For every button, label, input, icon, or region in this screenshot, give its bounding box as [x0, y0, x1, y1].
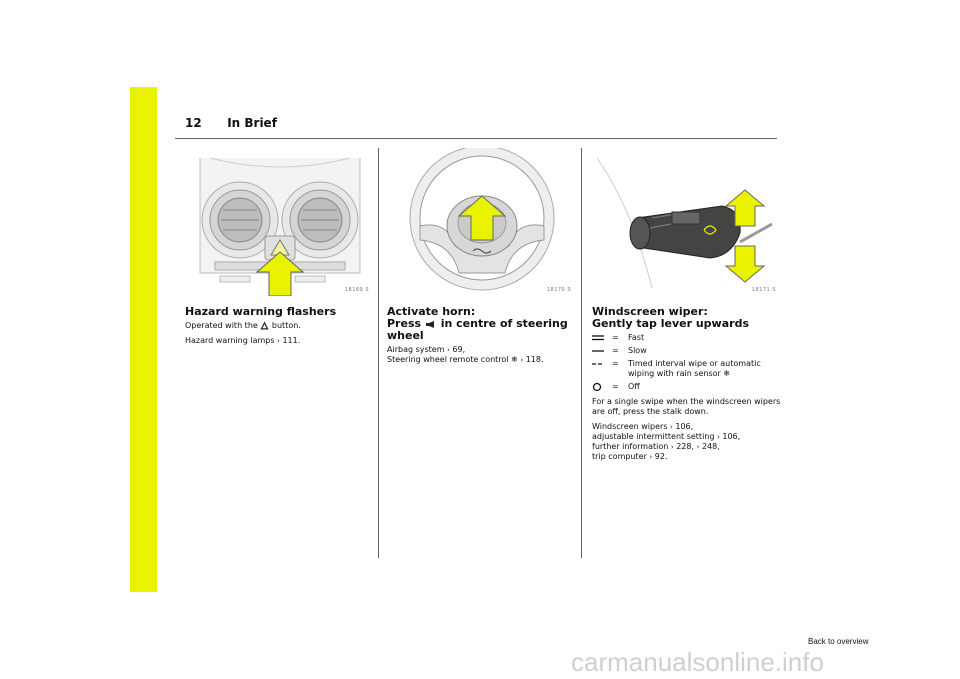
page-ref-arrow-icon: › — [696, 443, 700, 451]
figure-code: 18171 S — [751, 287, 776, 293]
page-ref-arrow-icon: › — [649, 453, 653, 461]
hazard-section — [185, 148, 375, 346]
page-ref-arrow-icon: › — [670, 443, 674, 451]
circle-icon — [592, 382, 606, 392]
page-ref-arrow-icon: › — [520, 356, 524, 364]
wiper-refs: Windscreen wipers › 106, adjustable intermittent setting › 106, further information › 228, › 248, trip computer › 92. — [592, 422, 741, 461]
double-line-icon — [592, 333, 606, 343]
legend-slow: = Slow — [592, 346, 782, 356]
airbag-ref: Airbag system › 69, — [387, 345, 466, 354]
hazard-lamps-ref: Hazard warning lamps › 111. — [185, 336, 301, 345]
legend-interval: = Timed interval wipe or automatic wiping with rain sensor ❄ — [592, 359, 782, 379]
column-divider — [581, 148, 582, 558]
figure-code: 18170 S — [546, 287, 571, 293]
hazard-operated-text: Operated with the button. — [185, 321, 301, 330]
page-ref-arrow-icon: › — [670, 423, 673, 431]
page-number: 12 — [185, 116, 202, 130]
hazard-title: Hazard warning flashers — [185, 305, 337, 318]
steering-wheel-illustration — [387, 148, 577, 296]
yellow-side-bar — [130, 87, 157, 592]
hazard-illustration — [185, 148, 375, 296]
watermark: carmanualsonline.info — [571, 647, 824, 677]
page-header — [185, 116, 277, 130]
page-ref-arrow-icon: › — [717, 433, 720, 441]
dashed-line-icon — [592, 359, 606, 369]
legend-off: = Off — [592, 382, 782, 392]
wiper-section — [592, 148, 782, 462]
snowflake-icon: ❄ — [511, 355, 518, 364]
page-ref-arrow-icon: › — [277, 337, 280, 345]
horn-title: Activate horn: Press in centre of steering wheel — [387, 305, 568, 342]
section-title: In Brief — [227, 116, 277, 130]
snowflake-icon: ❄ — [723, 369, 731, 378]
figure-code: 18169 S — [344, 287, 369, 293]
horn-section — [387, 148, 577, 365]
single-swipe-text: For a single swipe when the windscreen wipers are off, press the stalk down. — [592, 397, 781, 416]
horn-icon — [425, 320, 437, 329]
wiper-title: Windscreen wiper: Gently tap lever upwards — [592, 305, 749, 330]
column-divider — [378, 148, 379, 558]
header-rule — [175, 138, 777, 139]
hazard-triangle-icon — [260, 321, 269, 330]
legend-fast: = Fast — [592, 333, 782, 343]
remote-control-ref: Steering wheel remote control ❄ › 118. — [387, 355, 544, 364]
single-line-icon — [592, 346, 606, 356]
wiper-lever-illustration — [592, 148, 782, 296]
page-ref-arrow-icon: › — [447, 346, 450, 354]
back-to-overview-link[interactable]: Back to overview — [808, 637, 869, 646]
